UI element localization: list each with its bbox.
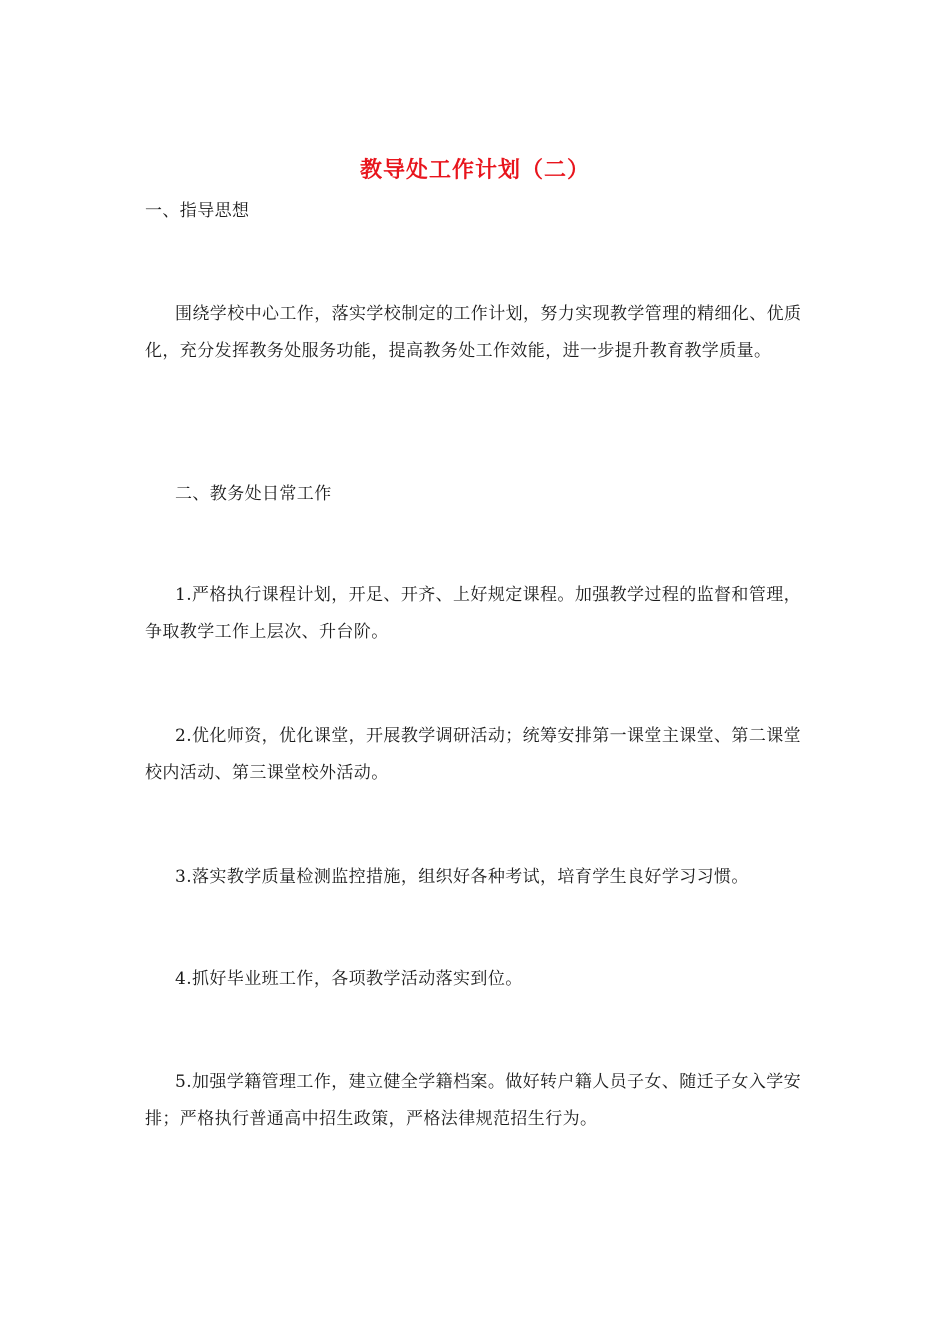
- document-title: 教导处工作计划（二）: [359, 158, 590, 183]
- list-item: 4.抓好毕业班工作，各项教学活动落实到位。: [175, 969, 523, 989]
- section-heading-daily-work: 二、教务处日常工作: [175, 484, 332, 504]
- list-item: 3.落实教学质量检测监控措施，组织好各种考试，培育学生良好学习习惯。: [175, 867, 749, 887]
- list-item: 5.加强学籍管理工作，建立健全学籍档案。做好转户籍人员子女、随迁子女入学安排；严格执行普通高中招生政策，严格法律规范招生行为。: [145, 1072, 802, 1129]
- list-item: 2.优化师资，优化课堂，开展教学调研活动；统筹安排第一课堂主课堂、第二课堂校内活动、第三课堂校外活动。: [145, 726, 802, 783]
- section-paragraph-guiding-ideology: 围绕学校中心工作，落实学校制定的工作计划，努力实现教学管理的精细化、优质化，充分发挥教务处服务功能，提高教务处工作效能，进一步提升教育教学质量。: [145, 304, 802, 361]
- list-item: 1.严格执行课程计划，开足、开齐、上好规定课程。加强教学过程的监督和管理，争取教学工作上层次、升台阶。: [145, 585, 802, 642]
- section-heading-guiding-ideology: 一、指导思想: [145, 201, 250, 221]
